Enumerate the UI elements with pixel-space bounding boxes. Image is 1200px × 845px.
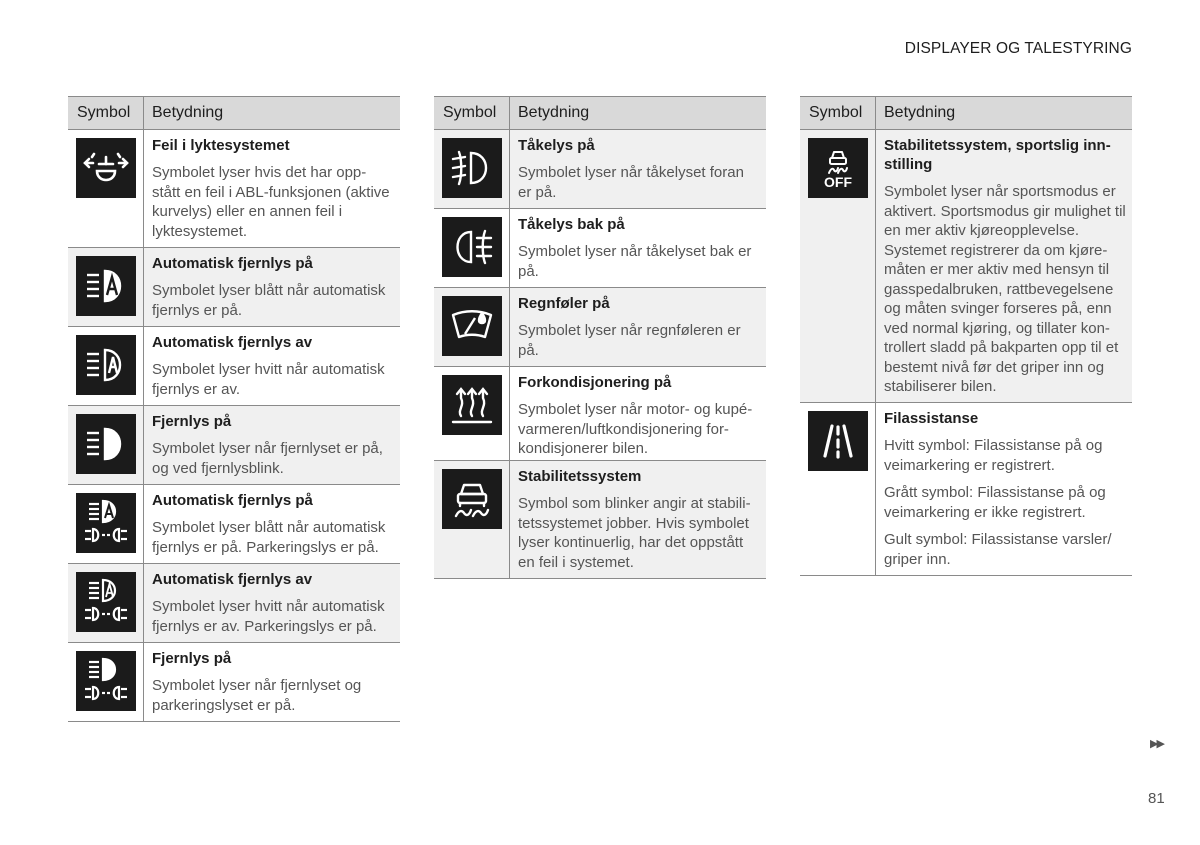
auto-high-beam-off-parking-icon: [76, 572, 136, 632]
row-title: Fjernlys på: [152, 650, 232, 667]
symbol-table-2: [434, 96, 766, 579]
table-row: [68, 564, 400, 643]
column-meaning: Betydning: [518, 104, 590, 121]
headlight-fault-icon: [76, 138, 136, 198]
table-row: [434, 461, 766, 579]
double-triangle-right-icon: ▶▶: [1150, 738, 1163, 750]
table-row: [68, 643, 400, 722]
row-title: Tåkelys på: [518, 137, 595, 154]
row-title: Automatisk fjernlys av: [152, 334, 313, 351]
stability-system-icon: [442, 469, 502, 529]
row-title: Automatisk fjernlys på: [152, 255, 313, 272]
symbol-table-1: [68, 96, 400, 722]
table-header: [800, 96, 1132, 130]
table-row: [68, 130, 400, 248]
row-description: Symbol som blinker angir at stabili-tetssystemet jobber. Hvis symbolet lyser kontinuerlig, har det oppstått en feil i systemet.: [518, 495, 751, 571]
row-description: Symbolet lyser når regnføleren er på.: [518, 322, 741, 359]
rear-fog-light-icon: [442, 217, 502, 277]
table-row: [68, 406, 400, 485]
row-title: Automatisk fjernlys av: [152, 571, 313, 588]
row-description: Symbolet lyser hvitt når automatisk fjernlys er av. Parkeringslys er på.: [152, 598, 385, 635]
table-row: [800, 403, 1132, 576]
lane-assist-icon: [808, 411, 868, 471]
column-meaning: Betydning: [152, 104, 224, 121]
row-description: Symbolet lyser hvitt når automatisk fjernlys er av.: [152, 361, 385, 398]
row-description: Symbolet lyser hvis det har opp-stått en feil i ABL-funksjonen (aktive kurvelys) eller en annen feil i lyktesystemet.: [152, 164, 390, 240]
row-title: Stabilitetssystem: [518, 468, 642, 485]
row-description: Symbolet lyser når fjernlyset og parkeringslyset er på.: [152, 677, 362, 714]
row-description: Symbolet lyser når sportsmodus er aktivert. Sportsmodus gir mulighet til en mer aktiv kjøreopplevelse. Systemet registrerer da om kjøre-måten er mer aktiv med hensyn til gasspedalbruken, rattbevegelsene og måten svinger forseres på, enn ved normal kjøring, og tillater kon-trollert sladd på bakparten opp til et bestemt nivå før det griper inn og stabiliserer bilen.: [884, 183, 1126, 395]
rain-sensor-icon: [442, 296, 502, 356]
row-description: Symbolet lyser blått når automatisk fjernlys er på. Parkeringslys er på.: [152, 519, 386, 556]
stability-sport-off-icon: [808, 138, 868, 198]
preconditioning-icon: [442, 375, 502, 435]
auto-high-beam-parking-icon: [76, 493, 136, 553]
row-description: Symbolet lyser når motor- og kupé-varmeren/luftkondisjonering for-kondisjonerer bilen.: [518, 401, 753, 457]
front-fog-light-icon: [442, 138, 502, 198]
table-row: [434, 288, 766, 367]
row-title: Regnføler på: [518, 295, 610, 312]
high-beam-parking-icon: [76, 651, 136, 711]
row-description: Grått symbol: Filassistanse på og veimarkering er ikke registrert.: [884, 484, 1106, 521]
table-row: [68, 248, 400, 327]
row-description: Symbolet lyser blått når automatisk fjernlys er på.: [152, 282, 386, 319]
table-row: [434, 367, 766, 461]
column-symbol: Symbol: [800, 97, 876, 129]
row-description: Symbolet lyser når fjernlyset er på, og ved fjernlysblink.: [152, 440, 383, 477]
table-header: [434, 96, 766, 130]
row-title: Tåkelys bak på: [518, 216, 625, 233]
auto-high-beam-icon: [76, 256, 136, 316]
row-title: Forkondisjonering på: [518, 374, 672, 391]
high-beam-icon: [76, 414, 136, 474]
row-description: Symbolet lyser når tåkelyset foran er på.: [518, 164, 744, 201]
table-row: [68, 327, 400, 406]
table-row: [434, 209, 766, 288]
row-title: Filassistanse: [884, 410, 979, 427]
row-title: Fjernlys på: [152, 413, 232, 430]
auto-high-beam-outline-icon: [76, 335, 136, 395]
table-row: [800, 130, 1132, 403]
row-description: Hvitt symbol: Filassistanse på og veimarkering er registrert.: [884, 437, 1103, 474]
column-symbol: Symbol: [434, 97, 510, 129]
table-row: [434, 130, 766, 209]
row-title: Automatisk fjernlys på: [152, 492, 313, 509]
column-symbol: Symbol: [68, 97, 144, 129]
row-title: Feil i lyktesystemet: [152, 137, 290, 154]
off-label: OFF: [824, 174, 852, 190]
row-description: Symbolet lyser når tåkelyset bak er på.: [518, 243, 752, 280]
section-title: DISPLAYER OG TALESTYRING: [904, 40, 1132, 57]
table-header: [68, 96, 400, 130]
column-meaning: Betydning: [884, 104, 956, 121]
row-title: Stabilitetssystem, sportslig inn-stilling: [884, 137, 1111, 173]
row-description: Gult symbol: Filassistanse varsler/ griper inn.: [884, 531, 1112, 568]
table-row: [68, 485, 400, 564]
page-number: 81: [1148, 790, 1165, 807]
symbol-table-3: [800, 96, 1132, 576]
